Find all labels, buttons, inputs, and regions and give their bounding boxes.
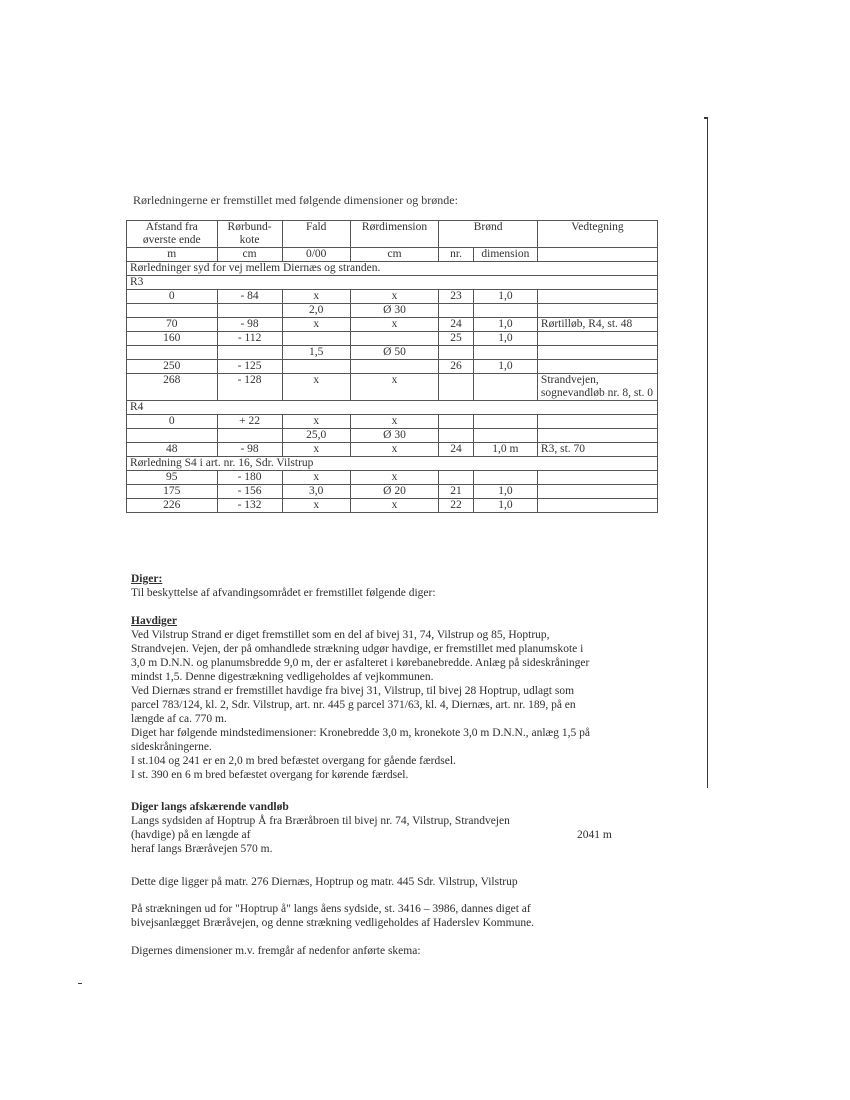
table-cell: 226 [127,499,218,513]
unit-cell [537,248,657,262]
table-cell [127,304,218,318]
table-cell: + 22 [217,415,282,429]
unit-cell: 0/00 [282,248,350,262]
table-cell: - 180 [217,471,282,485]
table-cell: x [350,499,439,513]
table-cell [127,429,218,443]
table-cell [127,346,218,360]
table-cell: 160 [127,332,218,346]
table-cell: 1,0 [473,332,537,346]
table-cell [473,346,537,360]
havdiger-line: Ved Diernæs strand er fremstillet havdige fra bivej 31, Vilstrup, til bivej 28 Hoptrup, udlagt som [131,685,575,697]
diger-section [131,572,651,600]
section-label: R4 [127,401,658,415]
unit-cell: dimension [473,248,537,262]
table-cell: 3,0 [282,485,350,499]
vandlob-length-row [131,828,651,842]
table-cell: x [350,443,439,457]
table-cell: 2,0 [282,304,350,318]
table-cell: x [350,471,439,485]
table-cell [473,471,537,485]
table-cell: x [350,415,439,429]
vandlob-line: heraf langs Bræråvejen 570 m. [131,843,273,855]
table-row [127,471,658,485]
havdiger-section [131,614,651,782]
havdiger-line: 3,0 m D.N.N. og planumsbredde 9,0 m, der er asfalteret i kørebanebredde. Anlæg på sideskråninger [131,657,590,669]
havdiger-line: mindst 1,5. Denne digestrækning vedligeholdes af vejkommunen. [131,671,434,683]
table-header-row [127,221,658,248]
table-cell: - 132 [217,499,282,513]
r4-rows [127,415,658,457]
table-cell: Ø 50 [350,346,439,360]
table-cell: x [282,290,350,304]
col-header-brond: Brønd [439,221,538,248]
scan-edge-mark [78,983,82,984]
table-row [127,415,658,429]
vandlob-line: (havdige) på en længde af [131,829,251,841]
table-cell: - 125 [217,360,282,374]
table-cell: x [350,374,439,401]
table-cell [537,415,657,429]
table-cell: 25 [439,332,474,346]
table-row [127,360,658,374]
table-cell: 1,5 [282,346,350,360]
table-cell: 0 [127,290,218,304]
table-cell [439,471,474,485]
table-row [127,443,658,457]
vandlob-heading: Diger langs afskærende vandløb [131,801,289,813]
unit-cell: cm [217,248,282,262]
havdiger-line: Ved Vilstrup Strand er diget fremstillet som en del af bivej 31, 74, Vilstrup og 85, Hoptrup, [131,629,550,641]
table-cell: 250 [127,360,218,374]
col-header-rordim: Rørdimension [350,221,439,248]
table-cell: x [282,443,350,457]
section-row [127,262,658,276]
table-cell: - 128 [217,374,282,401]
paragraph-line: Digernes dimensioner m.v. fremgår af nedenfor anførte skema: [131,945,421,957]
table-cell: x [282,374,350,401]
havdiger-heading: Havdiger [131,615,177,627]
table-cell: x [282,499,350,513]
havdiger-line: I st. 390 en 6 m bred befæstet overgang for kørende færdsel. [131,769,409,781]
table-cell [473,429,537,443]
section-label: Rørledninger syd for vej mellem Diernæs og stranden. [127,262,658,276]
table-cell: Strandvejen, sognevandløb nr. 8, st. 0 [537,374,657,401]
col-header-vedtegning: Vedtegning [537,221,657,248]
table-cell [473,304,537,318]
havdiger-line: I st.104 og 241 er en 2,0 m bred befæstet overgang for gående færdsel. [131,755,456,767]
paragraph-line: bivejsanlægget Bræråvejen, og denne strækning vedligeholdes af Haderslev Kommune. [131,917,535,929]
table-row [127,332,658,346]
table-row [127,499,658,513]
table-cell: Ø 30 [350,304,439,318]
table-cell: 1,0 [473,360,537,374]
table-cell [439,346,474,360]
pipe-dimensions-table [126,220,658,513]
table-row [127,429,658,443]
table-row [127,318,658,332]
table-cell: x [350,290,439,304]
table-row [127,290,658,304]
table-cell [217,304,282,318]
table-cell [473,374,537,401]
table-cell: 23 [439,290,474,304]
s4-rows [127,471,658,513]
table-cell [537,485,657,499]
table-cell: 26 [439,360,474,374]
section-row [127,276,658,290]
table-row [127,346,658,360]
havdiger-body [131,628,651,782]
havdiger-line: længde af ca. 770 m. [131,713,227,725]
table-cell [537,360,657,374]
diger-heading: Diger: [131,573,163,585]
table-cell: Rørtilløb, R4, st. 48 [537,318,657,332]
table-cell: - 112 [217,332,282,346]
table-cell: 25,0 [282,429,350,443]
table-cell [537,290,657,304]
table-cell: 268 [127,374,218,401]
table-cell: - 98 [217,443,282,457]
havdiger-line: sideskråningerne. [131,741,212,753]
table-cell: Ø 20 [350,485,439,499]
unit-cell: cm [350,248,439,262]
intro-text: Rørledningerne er fremstillet med følgende dimensioner og brønde: [133,193,458,207]
section-label: Rørledning S4 i art. nr. 16, Sdr. Vilstrup [127,457,658,471]
table-cell [282,332,350,346]
table-units-row [127,248,658,262]
paragraph [131,875,651,889]
table-cell: Ø 30 [350,429,439,443]
table-row [127,304,658,318]
diger-text: Til beskyttelse af afvandingsområdet er fremstillet følgende diger: [131,587,436,599]
table-cell: 21 [439,485,474,499]
table-cell [282,360,350,374]
table-cell: x [350,318,439,332]
unit-cell: m [127,248,218,262]
havdiger-line: parcel 783/124, kl. 2, Sdr. Vilstrup, art. nr. 445 g parcel 371/63, kl. 4, Diernæs, art. nr. 189, på en [131,699,576,711]
section-row [127,401,658,415]
table-cell [217,346,282,360]
table-cell [473,415,537,429]
table-cell: 48 [127,443,218,457]
table-row [127,485,658,499]
table-cell [537,429,657,443]
table-cell: 1,0 [473,318,537,332]
paragraph [131,902,651,930]
table-cell: - 84 [217,290,282,304]
paragraph [131,944,651,958]
paragraph-line: På strækningen ud for "Hoptrup å" langs åens sydside, st. 3416 – 3986, dannes diget af [131,903,531,915]
table-cell: x [282,318,350,332]
col-header-rorbund: Rørbund- kote [217,221,282,248]
table-cell [537,332,657,346]
col-header-fald: Fald [282,221,350,248]
vandlob-length: 2041 m [577,829,612,841]
scan-edge-line [707,118,708,788]
table-cell [537,499,657,513]
table-cell [350,360,439,374]
table-cell [217,429,282,443]
table-cell: R3, st. 70 [537,443,657,457]
table-cell: 22 [439,499,474,513]
col-header-afstand: Afstand fra øverste ende [127,221,218,248]
table-cell: 1,0 [473,499,537,513]
paragraph-line: Dette dige ligger på matr. 276 Diernæs, Hoptrup og matr. 445 Sdr. Vilstrup, Vilstrup [131,876,518,888]
havdiger-line: Strandvejen. Vejen, der på omhandlede strækning udgør havdige, er fremstillet med planumskote i [131,643,584,655]
havdiger-line: Diget har følgende mindstedimensioner: Kronebredde 3,0 m, kronekote 3,0 m D.N.N., anlæg 1,5 på [131,727,590,739]
table-cell: 95 [127,471,218,485]
table-cell [537,471,657,485]
table-cell: 1,0 m [473,443,537,457]
vandlob-line: Langs sydsiden af Hoptrup Å fra Bræråbroen til bivej nr. 74, Vilstrup, Strandvejen [131,815,510,827]
vandlob-section [131,800,651,856]
table-cell: 1,0 [473,485,537,499]
table-cell: 24 [439,443,474,457]
table-cell: 1,0 [473,290,537,304]
table-cell: 0 [127,415,218,429]
unit-cell: nr. [439,248,474,262]
table-cell [439,374,474,401]
r3-rows [127,290,658,401]
section-label: R3 [127,276,658,290]
section-row [127,457,658,471]
table-cell [350,332,439,346]
table-cell [537,346,657,360]
table-cell [439,429,474,443]
table-cell [537,304,657,318]
table-cell: x [282,415,350,429]
table-cell: 24 [439,318,474,332]
table-cell: 70 [127,318,218,332]
table-cell: x [282,471,350,485]
table-cell: - 156 [217,485,282,499]
table-cell: - 98 [217,318,282,332]
table-cell [439,415,474,429]
table-row [127,374,658,401]
table-cell: 175 [127,485,218,499]
table-cell [439,304,474,318]
